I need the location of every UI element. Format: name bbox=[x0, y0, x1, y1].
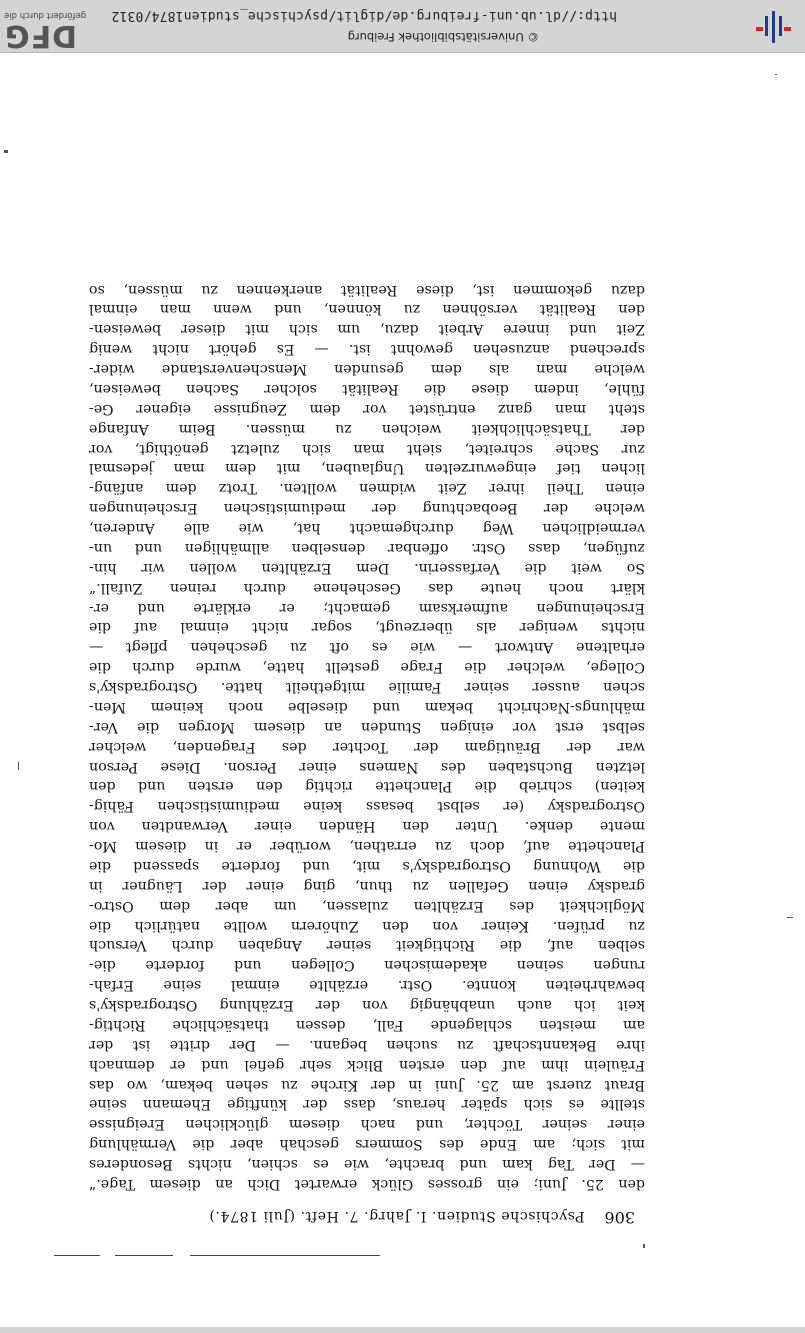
text-line: welche man als dem gesunden Menschenverstande wider- bbox=[89, 361, 645, 378]
scan-speck bbox=[775, 74, 777, 75]
text-line: Planchette auf, doch zu errathen, worüber er in diesem Mo- bbox=[89, 838, 645, 855]
copyright-notice: © Universitätsbibliothek Freiburg bbox=[347, 30, 539, 44]
dfg-logo-text: DFG bbox=[4, 18, 78, 53]
text-line: rungen seinen akademischen Collegen und forderte die- bbox=[89, 957, 645, 974]
text-line: am meisten schlagende Fall, dessen thatsächliche Richtig- bbox=[89, 1017, 645, 1033]
text-line: keit ich auch unabhängig von der Erzählung Ostrogradsky's bbox=[89, 997, 645, 1014]
text-line: steht man ganz entrüstet vor dem Zeugnisse eigener Ge- bbox=[89, 400, 645, 417]
text-line: war der Bräutigam der Tochter des Fragenden, welcher bbox=[89, 738, 645, 755]
text-line: ihre Bekanntschaft zu suchen begann. — Der dritte ist der bbox=[89, 1036, 645, 1053]
text-line: fühle, indem diese die Realität solcher Sachen beweisen, bbox=[89, 381, 645, 397]
text-line: Ostrogradsky (er selbst besass keine mediumistischen Fähig- bbox=[89, 798, 645, 815]
text-line: zufügen, dass Ostr. offenbar denselben allmähligen und un- bbox=[89, 540, 645, 556]
text-line: bewahrheiten konnte. Ostr. erzählte einmal seine Erfah- bbox=[89, 977, 645, 994]
text-line: Möglichkeit des Erzählten zulassen, um aber dem Ostro- bbox=[89, 897, 645, 914]
library-footer-bar bbox=[0, 0, 805, 53]
text-line: stellte es sich später heraus, dass der künftige Ehemann seine bbox=[89, 1096, 645, 1113]
text-line: einer seiner Töchter, und nach diesem glücklichen Ereignisse bbox=[89, 1116, 645, 1133]
text-line: erhaltene Antwort — wie es oft zu geschehen pflegt — bbox=[89, 639, 645, 656]
scan-edge-stripe bbox=[0, 1327, 805, 1333]
text-line: schen ausser seiner Familie mitgetheilt hatte. Ostrogradsky's bbox=[89, 679, 645, 696]
text-line: keiten) schrieb die Planchette richtig den ersten und den bbox=[89, 778, 645, 795]
scan-speck bbox=[643, 1244, 645, 1248]
page-header bbox=[135, 1208, 635, 1227]
scan-speck bbox=[18, 762, 19, 770]
ruled-line bbox=[190, 1255, 380, 1256]
text-line: welche der Beobachtung der mediumistischen Erscheinungen bbox=[89, 500, 645, 517]
text-line: mente denke. Unter den Händen einer Verwandten von bbox=[89, 818, 645, 835]
text-line: gradsky einen Gefallen zu thun, ging einer der Läugner in bbox=[89, 877, 645, 894]
ruled-line bbox=[115, 1255, 173, 1256]
text-line: letzten Buchstaben des Namens einer Person. Diese Person bbox=[89, 758, 645, 775]
text-line: — Der Tag kam und brachte, wie es schien, nichts Besonderes bbox=[89, 1156, 645, 1173]
body-text bbox=[89, 279, 645, 1193]
text-line: die Wohnung Ostrogradsky's mit, und forderte spassend die bbox=[89, 858, 645, 874]
page-number: 306 bbox=[604, 1208, 635, 1227]
text-line: mit sich; am Ende des Sommers geschah aber die Vermählung bbox=[89, 1136, 645, 1153]
scan-speck bbox=[4, 150, 8, 153]
text-line: Erscheinungen aufmerksam gemacht; er erklärte und er- bbox=[89, 599, 645, 616]
text-line: nichts weniger als überzeugt, sogar nicht einmal auf die bbox=[89, 619, 645, 636]
text-line: sprechend anzusehen gewohnt ist. — Es gehört nicht wenig bbox=[89, 341, 645, 358]
ruled-line bbox=[54, 1255, 100, 1256]
text-line: zur Sache schreitet, sieht man sich zuletzt genöthigt, vor bbox=[89, 440, 645, 457]
text-line: lichen tief eingewurzelten Unglauben, mit dem man jedesmal bbox=[89, 460, 645, 477]
text-line: selbst erst vor einigen Stunden an diesem Morgen die Ver- bbox=[89, 718, 645, 735]
text-line: den Realität versöhnen zu können, und wenn man einmal bbox=[89, 301, 645, 318]
text-line: mählungs-Nachricht bekam und dieselbe noch keinem Men- bbox=[89, 699, 645, 715]
text-line: Zeit und innere Arbeit dazu, um sich mit dieser beweisen- bbox=[89, 321, 645, 338]
text-line: dazu gekommen ist, diese Realität anerkennen zu müssen, so bbox=[89, 281, 645, 298]
text-line: So weit die Verfasserin. Dem Erzählten wollen wir hin- bbox=[89, 559, 645, 576]
ub-freiburg-mark-icon bbox=[753, 10, 795, 44]
text-line: Braut zuerst am 25. Juni in der Kirche zu sehen bekam, wo das bbox=[89, 1076, 645, 1093]
text-line: vermeidlichen Weg durchgemacht hat, wie alle Anderen, bbox=[89, 520, 645, 537]
scan-speck bbox=[787, 917, 793, 918]
source-url-link[interactable]: http://dl.ub.uni-freiburg.de/diglit/psychische_studien1874/0312 bbox=[111, 8, 617, 23]
text-line: College, welcher die Frage gestellt hatte, wurde durch die bbox=[89, 659, 645, 676]
running-title: Psychische Studien. I. Jahrg. 7. Heft. (Juli 1874.) bbox=[208, 1208, 585, 1224]
dfg-logo bbox=[4, 4, 114, 53]
text-line: selben auf, die Richtigkeit seiner Angaben durch Versuch bbox=[89, 937, 645, 954]
text-line: klärt noch heute das Geschehene durch reinen Zufall.“ bbox=[89, 579, 645, 596]
text-line: Fräulein ihm auf den ersten Blick sehr gefiel und er demnach bbox=[89, 1056, 645, 1073]
text-line: der Thatsächlichkeit weichen zu müssen. Beim Anfange bbox=[89, 420, 645, 437]
text-line: einen Theil ihrer Zeit widmen wollten. Trotz dem anfäng- bbox=[89, 480, 645, 497]
text-line: den 25. Juni; ein grosses Glück erwartet Dich an diesem Tage.“ bbox=[89, 1176, 645, 1192]
dfg-logo-subtitle: gefördert durch die bbox=[4, 10, 87, 20]
text-line: zu prüfen. Keiner von den Zuhörern wollte natürlich die bbox=[89, 917, 645, 934]
